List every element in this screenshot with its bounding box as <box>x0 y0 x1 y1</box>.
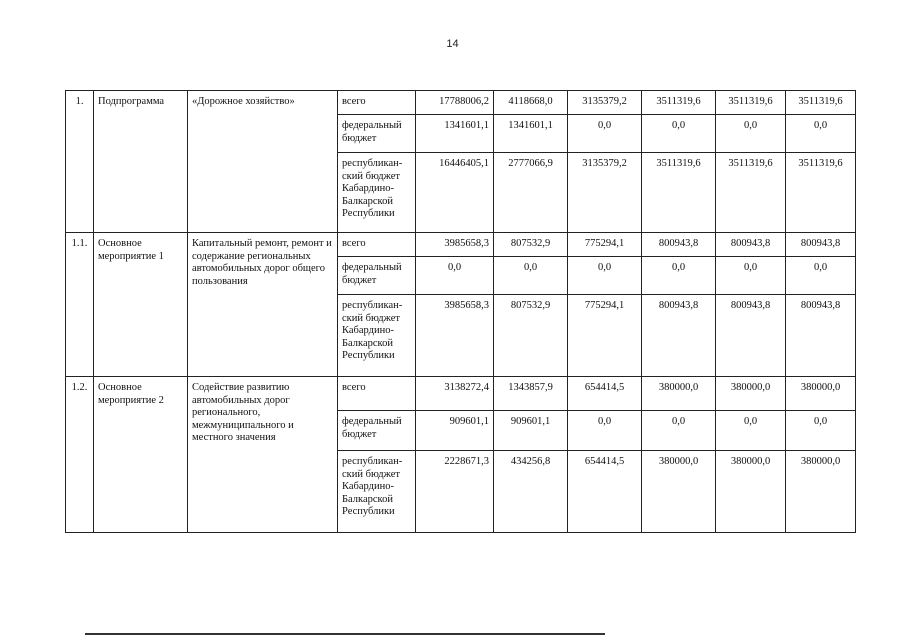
value-cell: 3511319,6 <box>716 91 786 115</box>
value-cell: 800943,8 <box>642 295 716 377</box>
value-cell: 3135379,2 <box>568 153 642 233</box>
row-type: Основное мероприятие 2 <box>94 377 188 533</box>
value-cell: 775294,1 <box>568 295 642 377</box>
value-cell: 3138272,4 <box>416 377 494 411</box>
row-number: 1. <box>66 91 94 233</box>
value-cell: 800943,8 <box>716 233 786 257</box>
value-cell: 2228671,3 <box>416 451 494 533</box>
value-cell: 16446405,1 <box>416 153 494 233</box>
value-cell: 380000,0 <box>786 451 856 533</box>
value-cell: 2777066,9 <box>494 153 568 233</box>
value-cell: 380000,0 <box>786 377 856 411</box>
value-cell: 0,0 <box>716 115 786 153</box>
table-row <box>66 233 856 257</box>
value-cell: 0,0 <box>786 257 856 295</box>
value-cell: 3511319,6 <box>716 153 786 233</box>
value-cell: 3511319,6 <box>786 91 856 115</box>
value-cell: 0,0 <box>642 115 716 153</box>
footer-rule <box>85 633 605 635</box>
source-label: всего <box>338 233 416 257</box>
value-cell: 0,0 <box>568 411 642 451</box>
source-label: республикан-ский бюджет Кабардино-Балкарской Республики <box>338 451 416 533</box>
row-number: 1.1. <box>66 233 94 377</box>
value-cell: 0,0 <box>416 257 494 295</box>
source-label: федеральный бюджет <box>338 257 416 295</box>
value-cell: 3985658,3 <box>416 233 494 257</box>
value-cell: 0,0 <box>786 411 856 451</box>
value-cell: 17788006,2 <box>416 91 494 115</box>
value-cell: 807532,9 <box>494 295 568 377</box>
value-cell: 654414,5 <box>568 451 642 533</box>
row-name: Содействие развитию автомобильных дорог регионального, межмуниципального и местного значения <box>188 377 338 533</box>
source-label: федеральный бюджет <box>338 115 416 153</box>
value-cell: 800943,8 <box>642 233 716 257</box>
value-cell: 0,0 <box>716 257 786 295</box>
value-cell: 380000,0 <box>716 451 786 533</box>
value-cell: 909601,1 <box>416 411 494 451</box>
source-label: федеральный бюджет <box>338 411 416 451</box>
value-cell: 0,0 <box>642 411 716 451</box>
value-cell: 0,0 <box>568 257 642 295</box>
value-cell: 3985658,3 <box>416 295 494 377</box>
value-cell: 1341601,1 <box>494 115 568 153</box>
value-cell: 380000,0 <box>716 377 786 411</box>
value-cell: 0,0 <box>494 257 568 295</box>
value-cell: 3135379,2 <box>568 91 642 115</box>
value-cell: 380000,0 <box>642 451 716 533</box>
row-number: 1.2. <box>66 377 94 533</box>
row-name: «Дорожное хозяйство» <box>188 91 338 233</box>
value-cell: 807532,9 <box>494 233 568 257</box>
source-label: республикан-ский бюджет Кабардино-Балкарской Республики <box>338 153 416 233</box>
value-cell: 4118668,0 <box>494 91 568 115</box>
value-cell: 800943,8 <box>716 295 786 377</box>
value-cell: 775294,1 <box>568 233 642 257</box>
value-cell: 434256,8 <box>494 451 568 533</box>
table-row <box>66 377 856 411</box>
value-cell: 909601,1 <box>494 411 568 451</box>
value-cell: 0,0 <box>642 257 716 295</box>
value-cell: 0,0 <box>568 115 642 153</box>
page-number: 14 <box>446 38 459 50</box>
value-cell: 3511319,6 <box>786 153 856 233</box>
source-label: республикан-ский бюджет Кабардино-Балкарской Республики <box>338 295 416 377</box>
value-cell: 1341601,1 <box>416 115 494 153</box>
value-cell: 3511319,6 <box>642 91 716 115</box>
source-label: всего <box>338 91 416 115</box>
value-cell: 0,0 <box>716 411 786 451</box>
table-row <box>66 91 856 115</box>
value-cell: 800943,8 <box>786 295 856 377</box>
value-cell: 1343857,9 <box>494 377 568 411</box>
value-cell: 0,0 <box>786 115 856 153</box>
value-cell: 800943,8 <box>786 233 856 257</box>
row-type: Подпрограмма <box>94 91 188 233</box>
value-cell: 3511319,6 <box>642 153 716 233</box>
row-name: Капитальный ремонт, ремонт и содержание региональных автомобильных дорог общего пользования <box>188 233 338 377</box>
source-label: всего <box>338 377 416 411</box>
value-cell: 654414,5 <box>568 377 642 411</box>
row-type: Основное мероприятие 1 <box>94 233 188 377</box>
value-cell: 380000,0 <box>642 377 716 411</box>
budget-table <box>65 90 856 533</box>
